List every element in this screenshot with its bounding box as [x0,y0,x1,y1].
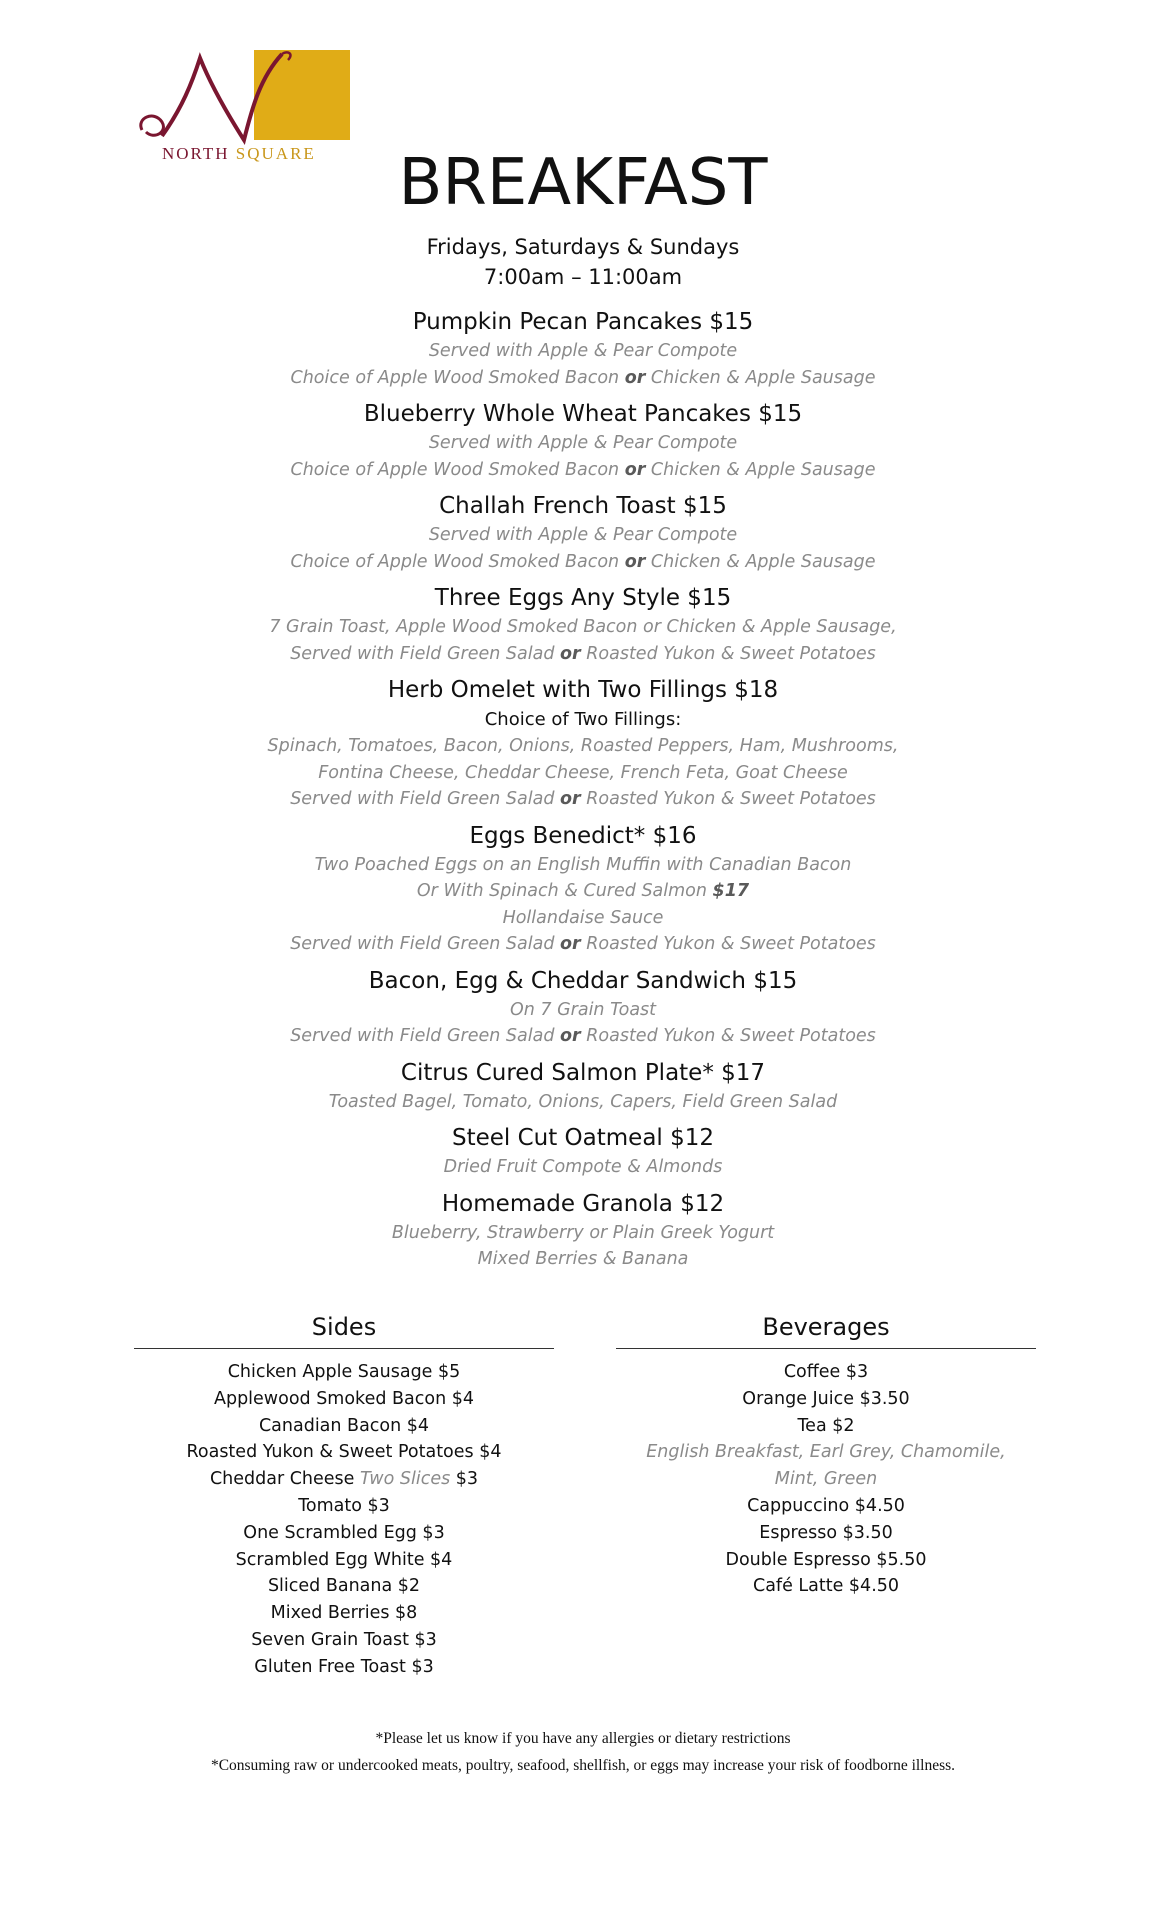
menu-item [200,1122,966,1181]
menu-item [200,306,966,391]
side-item: Roasted Yukon & Sweet Potatoes $4 [186,1442,502,1463]
service-hours: 7:00am – 11:00am [483,265,683,289]
side-item-cheddar: Cheddar Cheese Two Slices $3 [209,1469,479,1490]
menu-item-name: Citrus Cured Salmon Plate* $17 [400,1059,766,1086]
side-item: Seven Grain Toast $3 [251,1629,437,1650]
tea-varieties: Mint, Green [774,1469,878,1490]
menu-item-desc: On 7 Grain Toast [509,999,657,1020]
side-item: Gluten Free Toast $3 [254,1656,434,1677]
side-item: Applewood Smoked Bacon $4 [213,1388,474,1409]
menu-item [200,490,966,575]
menu-item [200,398,966,483]
beverage-item: Coffee $3 [783,1362,869,1382]
tea-varieties: English Breakfast, Earl Grey, Chamomile, [646,1442,1006,1463]
beverage-item: Espresso $3.50 [759,1522,893,1543]
service-times [0,232,1166,292]
side-item: Tomato $3 [298,1495,390,1516]
menu-item-choice: Served with Field Green Salad or Roasted Yukon & Sweet Potatoes [290,934,876,954]
menu-item [200,1057,966,1116]
sides-section [134,1310,554,1681]
menu-item-name: Bacon, Egg & Cheddar Sandwich $15 [368,967,798,994]
side-item: Canadian Bacon $4 [258,1415,430,1436]
menu-item-name: Three Eggs Any Style $15 [434,585,732,611]
menu-item-name: Steel Cut Oatmeal $12 [451,1125,715,1151]
logo-wordmark: NORTH SQUARE [162,144,316,163]
allergy-notice: *Please let us know if you have any allergies or dietary restrictions [375,1730,791,1747]
menu-item [200,820,966,958]
menu-item [200,965,966,1050]
side-item: One Scrambled Egg $3 [243,1522,445,1543]
menu-item-name: Pumpkin Pecan Pancakes $15 [412,309,754,335]
menu-item-desc: Blueberry, Strawberry or Plain Greek Yogurt [391,1222,775,1243]
beverage-item: Café Latte $4.50 [752,1576,900,1597]
foodborne-illness-notice: *Consuming raw or undercooked meats, poultry, seafood, shellfish, or eggs may increase your risk of foodborne illness. [210,1757,956,1774]
menu-item-desc: Hollandaise Sauce [502,907,664,928]
menu-item-desc: Served with Apple & Pear Compote [428,525,738,545]
menu-item-desc: Mixed Berries & Banana [477,1249,689,1269]
beverage-item: Orange Juice $3.50 [742,1388,910,1409]
beverages-section [616,1310,1036,1600]
page-title: BREAKFAST [398,146,768,220]
menu-item-subtitle: Choice of Two Fillings: [484,709,682,730]
menu-item-desc: 7 Grain Toast, Apple Wood Smoked Bacon or Chicken & Apple Sausage, [269,617,897,637]
menu-item-desc: Spinach, Tomatoes, Bacon, Onions, Roasted Peppers, Ham, Mushrooms, [267,736,899,756]
beverages-heading: Beverages [616,1310,1036,1349]
menu-item-name: Herb Omelet with Two Fillings $18 [387,677,779,703]
menu-item-choice: Served with Field Green Salad or Roasted Yukon & Sweet Potatoes [290,643,876,664]
side-item: Scrambled Egg White $4 [235,1549,453,1570]
menu-item-name: Blueberry Whole Wheat Pancakes $15 [363,401,803,427]
beverage-item: Double Espresso $5.50 [725,1549,927,1570]
menu-item-desc: Served with Apple & Pear Compote [428,341,738,361]
side-item: Mixed Berries $8 [270,1603,418,1624]
logo-n-monogram-icon [132,48,356,148]
menu-item-desc: Dried Fruit Compote & Almonds [443,1157,723,1177]
menu-item-desc: Toasted Bagel, Tomato, Onions, Capers, Field Green Salad [328,1091,838,1112]
menu-item [200,674,966,813]
beverage-item: Tea $2 [797,1415,855,1436]
menu-item-desc: Two Poached Eggs on an English Muffin with Canadian Bacon [314,854,852,875]
side-item: Sliced Banana $2 [267,1576,421,1597]
menu-item-choice: Choice of Apple Wood Smoked Bacon or Chicken & Apple Sausage [290,367,876,388]
menu-item-choice: Choice of Apple Wood Smoked Bacon or Chicken & Apple Sausage [290,459,876,480]
menu-item-choice: Served with Field Green Salad or Roasted Yukon & Sweet Potatoes [290,789,876,809]
menu-item-name: Homemade Granola $12 [441,1190,725,1217]
menu-item-name: Challah French Toast $15 [439,493,727,519]
service-days: Fridays, Saturdays & Sundays [426,235,740,259]
menu-item-desc: Served with Apple & Pear Compote [428,433,738,453]
menu-item-desc: Or With Spinach & Cured Salmon $17 [416,881,750,901]
beverage-item: Cappuccino $4.50 [747,1495,905,1516]
side-item: Chicken Apple Sausage $5 [227,1362,461,1382]
menu-item-name: Eggs Benedict* $16 [469,822,697,849]
breakfast-menu [200,306,966,1280]
menu-item-desc: Fontina Cheese, Cheddar Cheese, French Feta, Goat Cheese [318,762,848,783]
menu-item-choice: Choice of Apple Wood Smoked Bacon or Chicken & Apple Sausage [290,551,876,572]
menu-item [200,1188,966,1273]
menu-item [200,582,966,667]
sides-heading: Sides [134,1310,554,1349]
menu-item-choice: Served with Field Green Salad or Roasted Yukon & Sweet Potatoes [290,1026,876,1046]
